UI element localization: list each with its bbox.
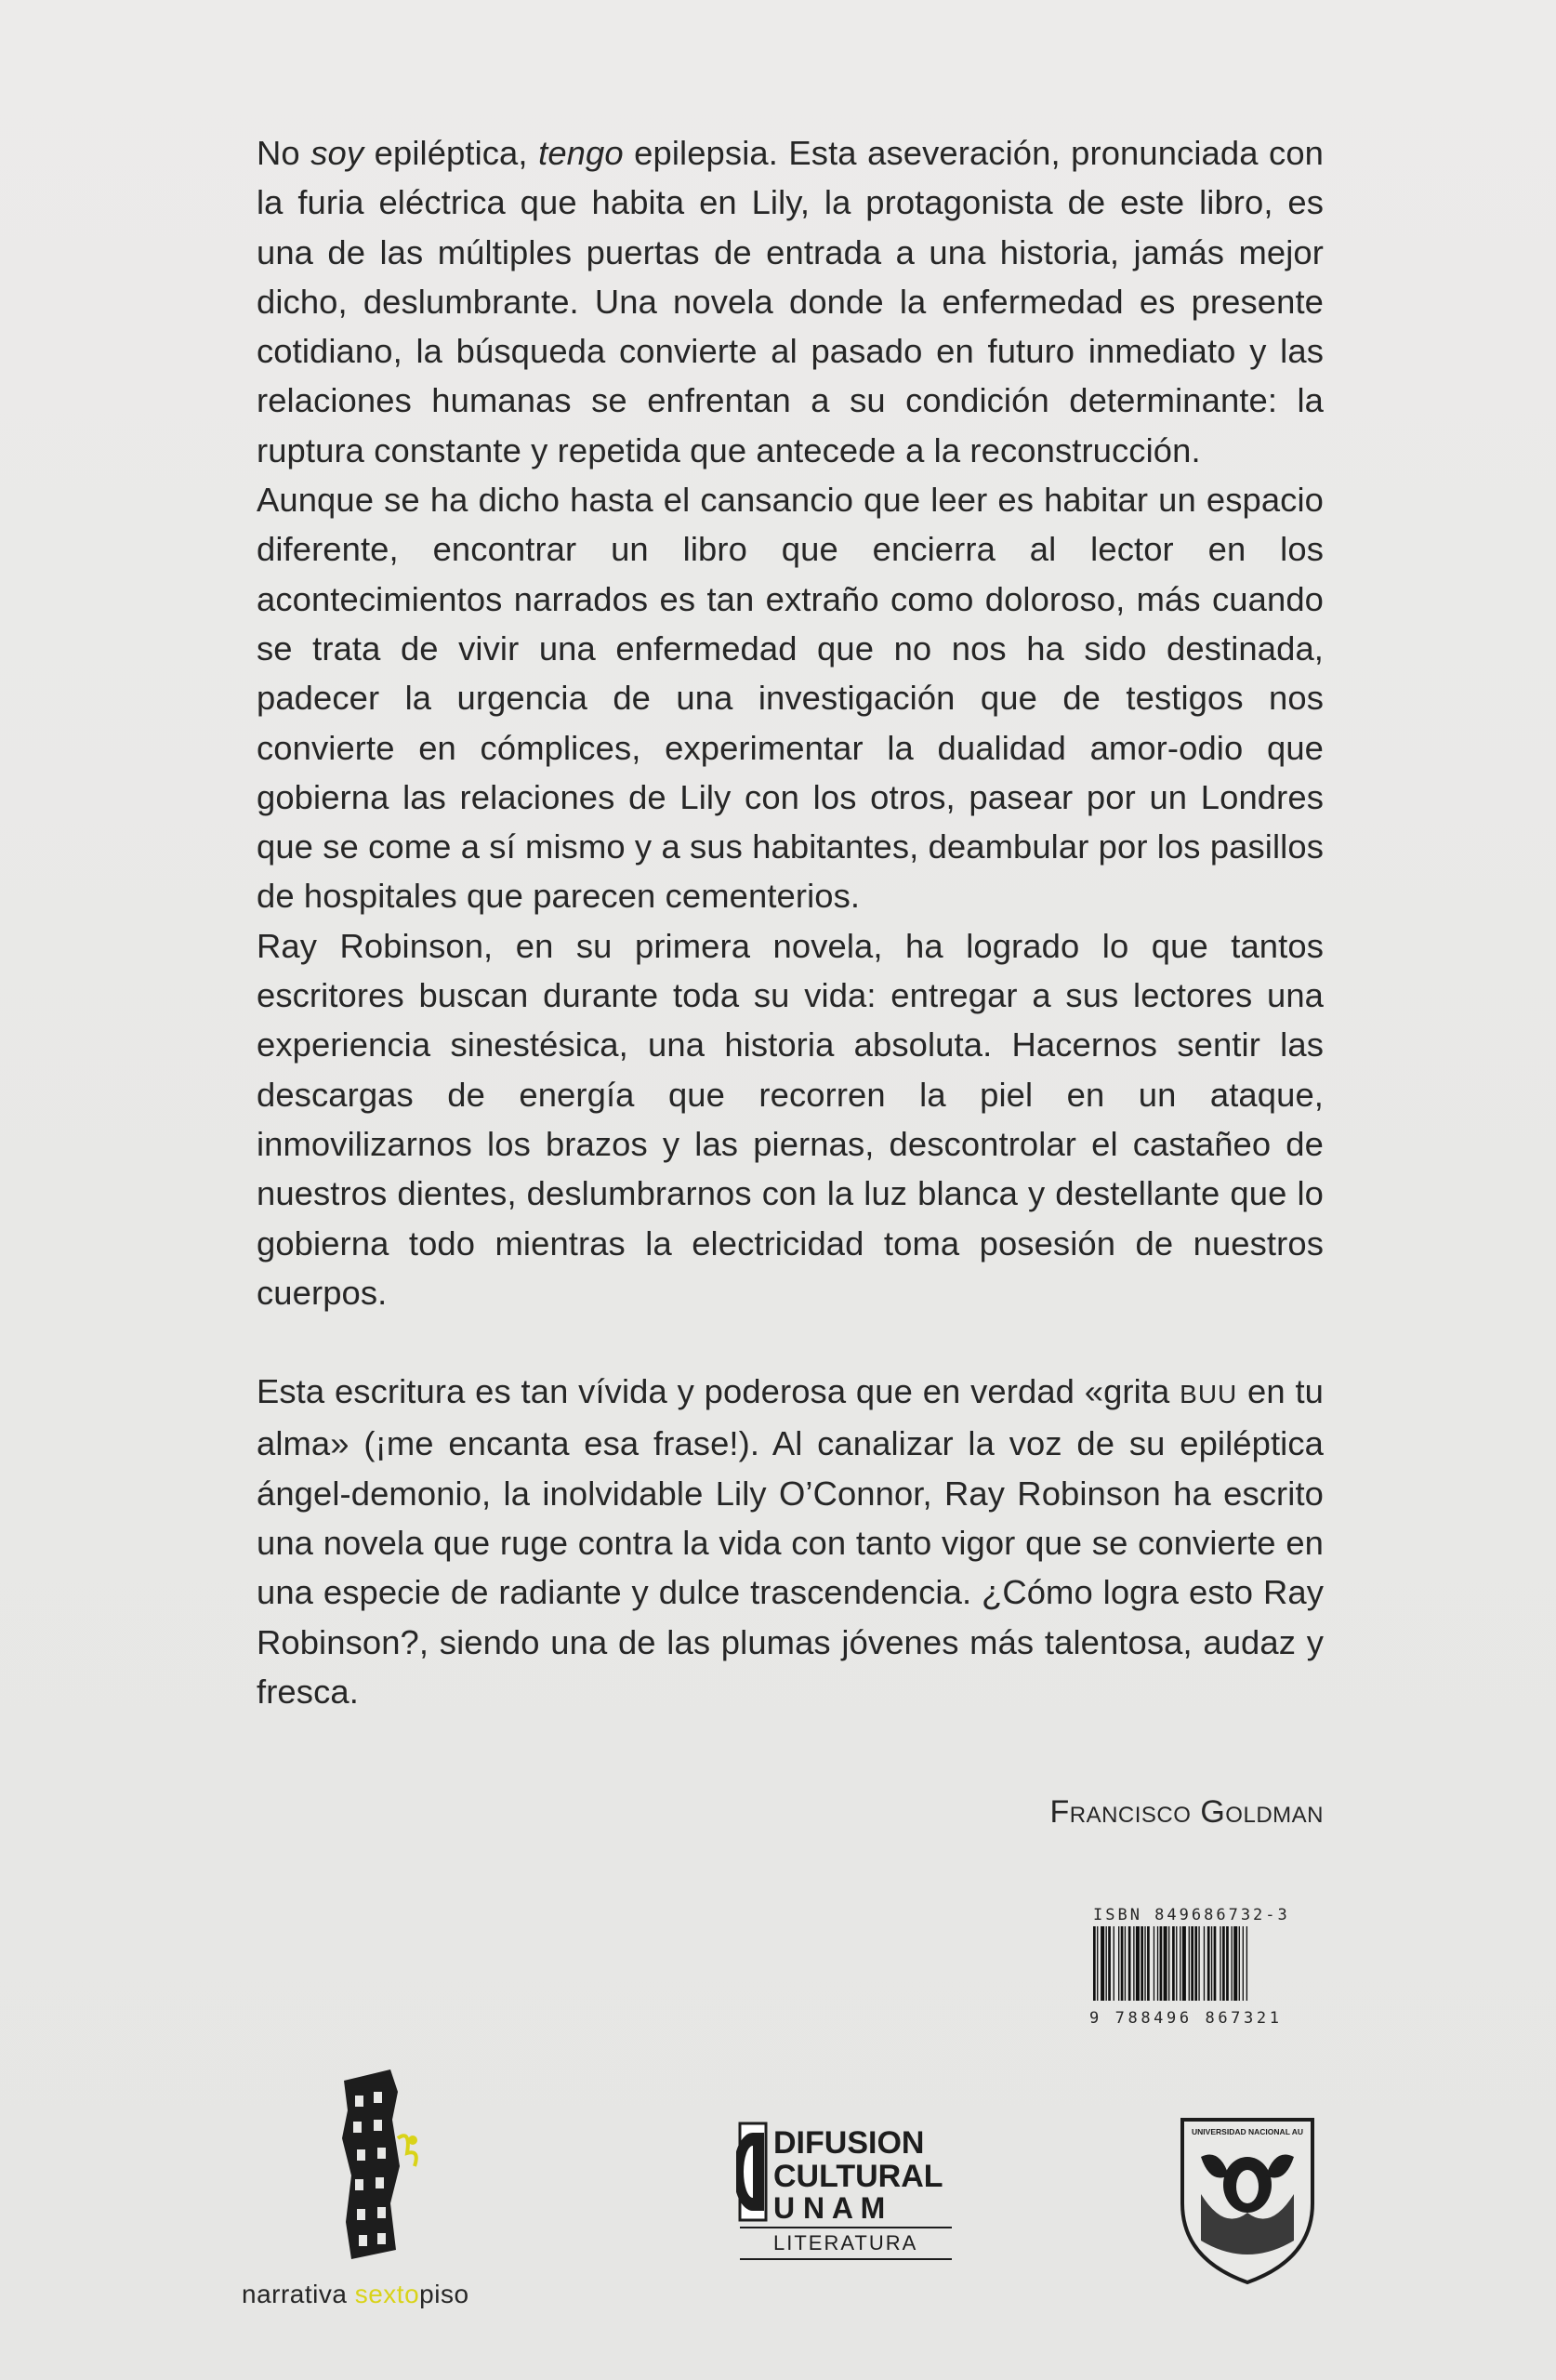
- barcode-bar: [1164, 1926, 1167, 2001]
- p1-emphasis-soy: soy: [310, 134, 364, 172]
- barcode-bar: [1246, 1926, 1247, 2001]
- barcode-bar: [1239, 1926, 1240, 2001]
- difusion-line2: CULTURAL: [773, 2159, 943, 2194]
- svg-text:UNIVERSIDAD NACIONAL AUTONOMA: UNIVERSIDAD NACIONAL AU: [1192, 2127, 1304, 2136]
- barcode-bar: [1189, 1926, 1190, 2001]
- barcode-bar: [1168, 1926, 1169, 2001]
- p1-rest: epilepsia. Esta aseveración, pronunciada con la furia eléctrica que habita en Lily, la protagonista de este libro, es una de las múltiples puertas de entrada a una historia, jamás mejor dicho, deslumbrante. Una novela donde la enfermedad es presente cotidiano, la búsqueda convierte al pasado en futuro inmediato y las relaciones humanas se enfrentan a su condición determinante: la ruptura constante y repetida que antecede a la reconstrucción.: [257, 134, 1325, 469]
- barcode-bar: [1101, 1926, 1104, 2001]
- barcode-bar: [1207, 1926, 1210, 2001]
- isbn-barcode: [1089, 1906, 1322, 2028]
- p4-buu: BUU: [1180, 1380, 1238, 1409]
- barcode-bar: [1194, 1926, 1197, 2001]
- publisher-logos: [0, 2045, 1556, 2380]
- author-signature: Francisco Goldman: [1049, 1794, 1324, 1830]
- p1-lead: No: [257, 134, 311, 172]
- unam-seal-logo: [1173, 2101, 1322, 2287]
- barcode-bar: [1144, 1926, 1145, 2001]
- barcode-bar: [1182, 1926, 1186, 2001]
- paragraph-1: [257, 128, 1324, 475]
- sextopiso-logo: [242, 2064, 521, 2306]
- p4-part-b: en tu alma» (¡me encanta esa frase!). Al canalizar la voz de su epiléptica ángel-demonio, la inolvidable Lily O’Connor, Ray Robinson ha escrito una novela que ruge contra la vida con tanto vigor que se convierte en una especie de radiante y dulce trascendencia. ¿Cómo logra esto Ray Robinson?, siendo una de las plumas jóvenes más talentosa, audaz y fresca.: [257, 1372, 1324, 1711]
- barcode-bar: [1211, 1926, 1212, 2001]
- barcode-bar: [1226, 1926, 1229, 2001]
- barcode-bar: [1097, 1926, 1098, 2001]
- sextopiso-caption: narrativa sextopiso: [242, 2280, 469, 2308]
- barcode-bar: [1147, 1926, 1150, 2001]
- barcode-bar: [1222, 1926, 1225, 2001]
- barcode-bar: [1232, 1926, 1233, 2001]
- barcode-bar: [1176, 1926, 1177, 2001]
- p4-part-a: Esta escritura es tan vívida y poderosa que en verdad «grita: [257, 1372, 1180, 1411]
- isbn-digits: 9 788496 867321: [1089, 2009, 1283, 2028]
- barcode-bar: [1191, 1926, 1193, 2001]
- barcode-bar: [1136, 1926, 1140, 2001]
- barcode-bar: [1141, 1926, 1143, 2001]
- barcode-bar: [1128, 1926, 1131, 2001]
- barcode-bar: [1106, 1926, 1107, 2001]
- barcode-bar: [1198, 1926, 1199, 2001]
- p1-lead-b: epiléptica,: [363, 134, 539, 172]
- barcode-bar: [1118, 1926, 1119, 2001]
- barcode-bar: [1093, 1926, 1096, 2001]
- difusion-line1: DIFUSION: [773, 2125, 925, 2161]
- isbn-label: ISBN 849686732-3: [1093, 1906, 1290, 1924]
- paragraph-3: Ray Robinson, en su primera novela, ha logrado lo que tantos escritores buscan durante toda su vida: entregar a sus lectores una experiencia sinestésica, una historia absoluta. Hacernos sentir las descargas de energía que recorren la piel en un ataque, inmovilizarnos los brazos y las piernas, descontrolar el castañeo de nuestros dientes, deslumbrarnos con la luz blanca y destellante que lo gobierna todo mientras la electricidad toma posesión de nuestros cuerpos.: [257, 926, 1324, 1312]
- difusion-cultural-unam-logo: [736, 2120, 959, 2287]
- difusion-line3: U N A M: [773, 2191, 886, 2225]
- barcode-bar: [1108, 1926, 1111, 2001]
- barcode-bar: [1243, 1926, 1244, 2001]
- blurb-text: [257, 128, 1324, 1716]
- barcode-bar: [1157, 1926, 1158, 2001]
- p1-emphasis-tengo: tengo: [538, 134, 624, 172]
- barcode-bars: [1089, 1924, 1322, 2004]
- barcode-bar: [1214, 1926, 1217, 2001]
- barcode-bar: [1160, 1926, 1163, 2001]
- barcode-bar: [1133, 1926, 1134, 2001]
- building-icon: [242, 2064, 521, 2273]
- barcode-bar: [1204, 1926, 1205, 2001]
- barcode-bar: [1121, 1926, 1124, 2001]
- barcode-bar: [1172, 1926, 1175, 2001]
- barcode-bar: [1125, 1926, 1126, 2001]
- difusion-line4: LITERATURA: [773, 2231, 918, 2254]
- paragraph-4: [257, 1367, 1324, 1716]
- barcode-bar: [1233, 1926, 1237, 2001]
- unam-seal-icon: [1173, 2101, 1322, 2287]
- paragraph-2: Aunque se ha dicho hasta el cansancio que leer es habitar un espacio diferente, encontrar un libro que encierra al lector en los acontecimientos narrados es tan extraño como doloroso, más cuando se trata de vivir una enfermedad que no nos ha sido destinada, padecer la urgencia de una investigación que de testigos nos convierte en cómplices, experimentar la dualidad amor-odio que gobierna las relaciones de Lily con los otros, pasear por un Londres que se come a sí mismo y a sus habitantes, deambular por los pasillos de hospitales que parecen cementerios.: [257, 481, 1324, 916]
